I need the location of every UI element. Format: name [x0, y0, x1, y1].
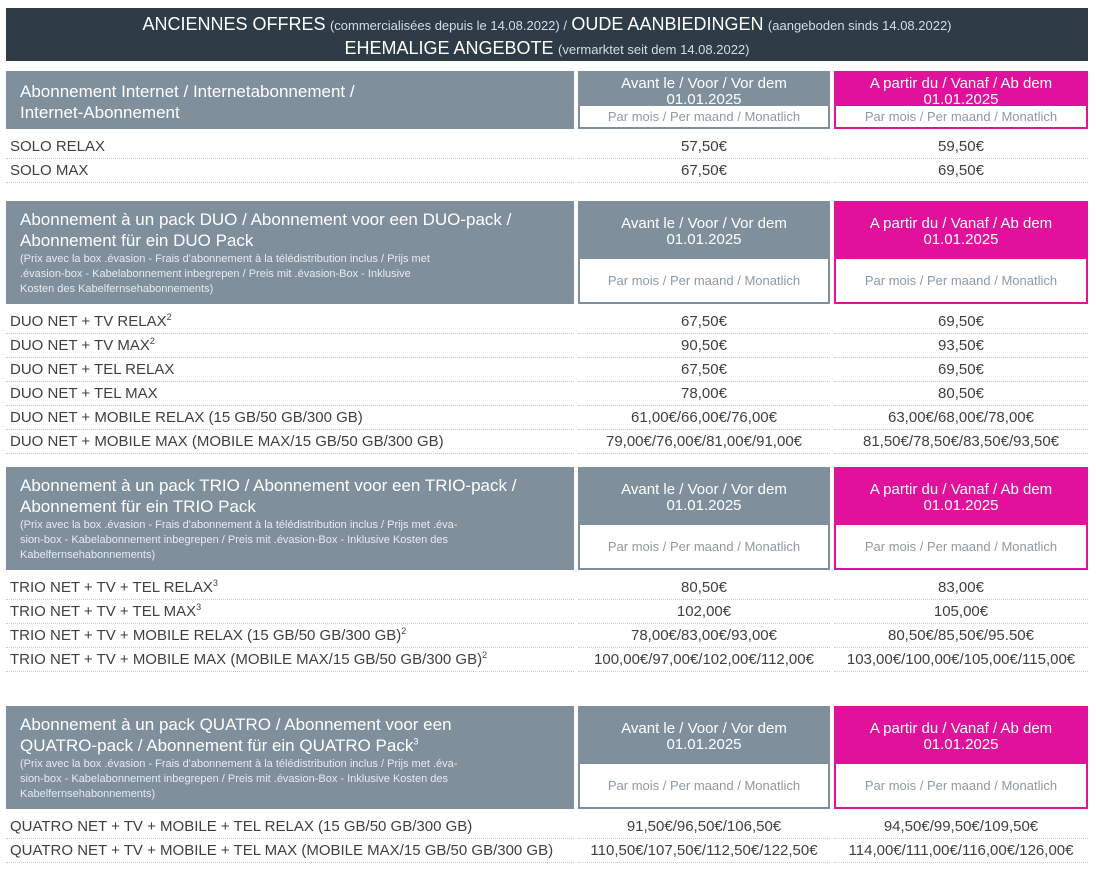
offer-name [6, 648, 574, 672]
section-header [6, 467, 574, 570]
after-line-2: 01.01.2025 [923, 91, 999, 108]
table-row [6, 576, 1088, 600]
section-title-line-2: Internet-Abonnement [20, 103, 180, 122]
section-note-line: (Prix avec la box .évasion - Frais d'abonnement à la télédistribution inclus / Prijs met [20, 253, 430, 265]
after-line-1: A partir du / Vanaf / Ab dem [869, 481, 1053, 498]
offer-name [6, 310, 574, 334]
column-header-before [578, 201, 830, 304]
price-after: 105,00€ [834, 600, 1088, 624]
price-after: 80,50€ [834, 382, 1088, 406]
table-row [6, 430, 1088, 454]
section-quatro [6, 706, 1088, 866]
per-month-label: Par mois / Per maand / Monatlich [864, 273, 1058, 288]
banner-line-1 [6, 14, 1088, 35]
section-note [20, 518, 560, 563]
per-month-label: Par mois / Per maand / Monatlich [607, 539, 801, 554]
offer-name-text: DUO NET + TV MAX [10, 337, 150, 354]
section-note-line: (Prix avec la box .évasion - Frais d'abonnement à la télédistribution inclus / Prijs met .éva- [20, 758, 458, 770]
offer-name-text: QUATRO NET + TV + MOBILE + TEL RELAX (15 GB/50 GB/300 GB) [10, 818, 473, 835]
table-row [6, 135, 1088, 159]
offer-name-text: DUO NET + TV RELAX [10, 313, 167, 330]
column-header-before [578, 706, 830, 809]
column-header-after [834, 706, 1088, 809]
table-row [6, 815, 1088, 839]
section-title-line-2: Abonnement für ein TRIO Pack [20, 497, 256, 516]
before-line-1: Avant le / Voor / Vor dem [621, 720, 787, 737]
table-row [6, 159, 1088, 183]
section-note [20, 757, 560, 802]
section-note-line: sion-box - Kabelabonnement inbegrepen / Preis mit .évasion-Box - Inklusive Kosten des [20, 773, 449, 785]
price-before: 67,50€ [578, 358, 830, 382]
section-internet [6, 71, 1088, 183]
per-month-label: Par mois / Per maand / Monatlich [864, 109, 1058, 124]
table-row [6, 839, 1088, 863]
before-line-1: Avant le / Voor / Vor dem [621, 215, 787, 232]
footnote-marker: 3 [196, 602, 202, 612]
column-header-before-label [580, 73, 828, 106]
price-after: 69,50€ [834, 358, 1088, 382]
banner-de-title: EHEMALIGE ANGEBOTE [344, 38, 554, 58]
price-before: 102,00€ [578, 600, 830, 624]
table-row [6, 406, 1088, 430]
section-header [6, 201, 574, 304]
price-after: 94,50€/99,50€/109,50€ [834, 815, 1088, 839]
column-header-after [834, 467, 1088, 570]
table-row [6, 600, 1088, 624]
section-title-line-2 [20, 735, 560, 756]
per-month-label: Par mois / Per maand / Monatlich [607, 109, 801, 124]
section-header [6, 71, 574, 129]
offer-name-text: TRIO NET + TV + MOBILE RELAX (15 GB/50 GB/300 GB) [10, 627, 402, 644]
banner-nl-title: OUDE AANBIEDINGEN [571, 14, 764, 34]
price-before: 67,50€ [578, 310, 830, 334]
offer-name [6, 382, 574, 406]
price-after: 83,00€ [834, 576, 1088, 600]
before-line-2: 01.01.2025 [666, 91, 742, 108]
offer-name-text: DUO NET + TEL MAX [10, 385, 158, 402]
before-line-1: Avant le / Voor / Vor dem [621, 481, 787, 498]
footnote-marker: 2 [149, 336, 155, 346]
section-note-line: (Prix avec la box .évasion - Frais d'abonnement à la télédistribution inclus / Prijs met .éva- [20, 519, 458, 531]
footnote-marker: 3 [212, 578, 218, 588]
table-row [6, 382, 1088, 406]
before-line-1: Avant le / Voor / Vor dem [621, 75, 787, 92]
column-header-after-label [836, 203, 1086, 259]
footnote-marker: 2 [482, 650, 488, 660]
section-title-text: QUATRO-pack / Abonnement für ein QUATRO Pack [20, 736, 414, 755]
column-header-after-label [836, 469, 1086, 525]
footnote-marker: 2 [401, 626, 407, 636]
after-line-1: A partir du / Vanaf / Ab dem [869, 215, 1053, 232]
price-after: 69,50€ [834, 159, 1088, 183]
section-note-line: Kosten des Kabelfernsehabonnements) [20, 283, 214, 295]
section-note-line: sion-box - Kabelabonnement inbegrepen / Preis mit .évasion-Box - Inklusive Kosten des [20, 534, 449, 546]
price-before: 61,00€/66,00€/76,00€ [578, 406, 830, 430]
footnote-marker: 3 [413, 736, 419, 747]
offer-name [6, 430, 574, 454]
before-line-2: 01.01.2025 [666, 231, 742, 248]
table-row [6, 358, 1088, 382]
section-title-line-1: Abonnement Internet / Internetabonnement / [20, 82, 355, 101]
table-row [6, 334, 1088, 358]
offer-name-text: TRIO NET + TV + MOBILE MAX (MOBILE MAX/15 GB/50 GB/300 GB) [10, 651, 483, 668]
after-line-1: A partir du / Vanaf / Ab dem [869, 720, 1053, 737]
after-line-2: 01.01.2025 [923, 497, 999, 514]
column-header-before-label [580, 203, 828, 259]
before-line-2: 01.01.2025 [666, 497, 742, 514]
offer-name [6, 334, 574, 358]
section-note [20, 252, 560, 297]
offer-name [6, 406, 574, 430]
section-title-line-2: Abonnement für ein DUO Pack [20, 231, 254, 250]
section-title-line-1: Abonnement à un pack DUO / Abonnement voor een DUO-pack / [20, 210, 512, 229]
price-before: 57,50€ [578, 135, 830, 159]
section-title-line-1: Abonnement à un pack TRIO / Abonnement voor een TRIO-pack / [20, 476, 517, 495]
price-before: 90,50€ [578, 334, 830, 358]
offer-name-text: TRIO NET + TV + TEL MAX [10, 603, 197, 620]
column-header-before [578, 467, 830, 570]
section-header [6, 706, 574, 809]
banner-de-note: (vermarktet seit dem 14.08.2022) [558, 42, 750, 57]
table-row [6, 648, 1088, 672]
banner-fr-title: ANCIENNES OFFRES [142, 14, 326, 34]
price-before: 91,50€/96,50€/106,50€ [578, 815, 830, 839]
price-before: 80,50€ [578, 576, 830, 600]
offer-name [6, 815, 574, 839]
column-header-after-label [836, 708, 1086, 764]
offer-name-text: DUO NET + TEL RELAX [10, 361, 175, 378]
offer-name-text: QUATRO NET + TV + MOBILE + TEL MAX (MOBILE MAX/15 GB/50 GB/300 GB) [10, 842, 554, 859]
offer-name [6, 600, 574, 624]
price-after: 80,50€/85,50€/95.50€ [834, 624, 1088, 648]
price-after: 59,50€ [834, 135, 1088, 159]
before-line-2: 01.01.2025 [666, 736, 742, 753]
after-line-1: A partir du / Vanaf / Ab dem [869, 75, 1053, 92]
footnote-marker: 2 [166, 312, 172, 322]
price-after: 63,00€/68,00€/78,00€ [834, 406, 1088, 430]
after-line-2: 01.01.2025 [923, 736, 999, 753]
section-note-line: .évasion-box - Kabelabonnement inbegrepen / Preis mit .évasion-Box - Inklusive [20, 268, 411, 280]
offer-name-text: DUO NET + MOBILE MAX (MOBILE MAX/15 GB/50 GB/300 GB) [10, 433, 444, 450]
price-after: 81,50€/78,50€/83,50€/93,50€ [834, 430, 1088, 454]
per-month-label: Par mois / Per maand / Monatlich [607, 273, 801, 288]
column-header-after [834, 71, 1088, 129]
offer-name [6, 358, 574, 382]
offer-name-text: SOLO RELAX [10, 138, 106, 155]
section-trio [6, 467, 1088, 675]
offer-name [6, 135, 574, 159]
banner-nl-note: (aangeboden sinds 14.08.2022) [767, 18, 952, 33]
section-note-line: Kabelfernsehabonnements) [20, 788, 156, 800]
offer-name [6, 576, 574, 600]
column-header-before [578, 71, 830, 129]
offer-name [6, 159, 574, 183]
after-line-2: 01.01.2025 [923, 231, 999, 248]
price-before: 110,50€/107,50€/112,50€/122,50€ [578, 839, 830, 863]
title-banner [6, 8, 1088, 61]
section-duo [6, 201, 1088, 457]
price-after: 114,00€/111,00€/116,00€/126,00€ [834, 839, 1088, 863]
price-before: 100,00€/97,00€/102,00€/112,00€ [578, 648, 830, 672]
column-header-before-label [580, 469, 828, 525]
section-note-line: Kabelfernsehabonnements) [20, 549, 156, 561]
price-after: 69,50€ [834, 310, 1088, 334]
section-title-line-1: Abonnement à un pack QUATRO / Abonnement voor een [20, 715, 452, 734]
table-row [6, 624, 1088, 648]
offer-name-text: SOLO MAX [10, 162, 89, 179]
price-before: 78,00€ [578, 382, 830, 406]
price-after: 103,00€/100,00€/105,00€/115,00€ [834, 648, 1088, 672]
banner-fr-note: (commercialisées depuis le 14.08.2022) / [329, 18, 567, 33]
per-month-label: Par mois / Per maand / Monatlich [864, 539, 1058, 554]
column-header-before-label [580, 708, 828, 764]
column-header-after [834, 201, 1088, 304]
per-month-label: Par mois / Per maand / Monatlich [607, 778, 801, 793]
offer-name-text: DUO NET + MOBILE RELAX (15 GB/50 GB/300 GB) [10, 409, 363, 426]
price-after: 93,50€ [834, 334, 1088, 358]
offer-name-text: TRIO NET + TV + TEL RELAX [10, 579, 213, 596]
table-row [6, 310, 1088, 334]
offer-name [6, 624, 574, 648]
price-before: 78,00€/83,00€/93,00€ [578, 624, 830, 648]
price-before: 67,50€ [578, 159, 830, 183]
price-before: 79,00€/76,00€/81,00€/91,00€ [578, 430, 830, 454]
banner-line-2 [6, 38, 1088, 59]
column-header-after-label [836, 73, 1086, 106]
per-month-label: Par mois / Per maand / Monatlich [864, 778, 1058, 793]
offer-name [6, 839, 574, 863]
